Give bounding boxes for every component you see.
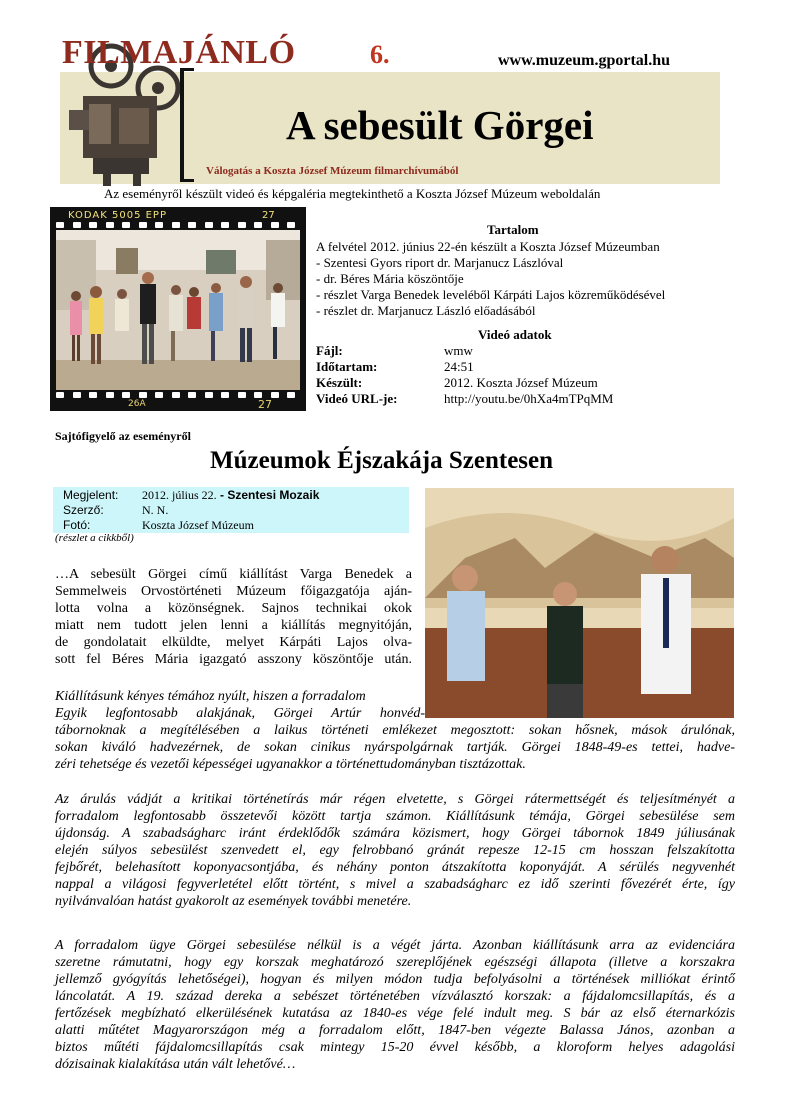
paragraph-line: fertőzések megbízható elkerülésének kutatása az 1840-es vége felé indult meg. S bár az első éternarkózis <box>55 1006 735 1021</box>
video-value-duration: 24:51 <box>444 359 474 374</box>
film-sprocket-hole <box>56 222 64 228</box>
paragraph-line: forradalom legfontosabb összetevői között tartja számon. Kiállításunk témája, Görgei sebesülése sem <box>55 809 735 824</box>
video-label-url: Videó URL-je: <box>316 391 398 406</box>
paragraph-1 <box>55 566 412 668</box>
contents-line: - dr. Béres Mária köszöntője <box>316 271 464 286</box>
video-value-made: 2012. Koszta József Múzeum <box>444 375 598 390</box>
film-sprocket-hole <box>287 222 295 228</box>
film-sprocket-hole <box>73 392 81 398</box>
film-sprocket-hole <box>73 222 81 228</box>
header-subtitle: Válogatás a Koszta József Múzeum filmarchívumából <box>206 165 459 177</box>
paragraph-line: dózisainak kialakítása után vált lehetővé… <box>55 1057 296 1072</box>
film-sprocket-hole <box>155 222 163 228</box>
film-sprocket-hole <box>238 392 246 398</box>
video-label-duration: Időtartam: <box>316 359 378 374</box>
paragraph-line: biztos műtéti fájdalomcsillapítás csak mintegy 15-20 évvel később, a kloroform helyes adagolási <box>55 1040 735 1055</box>
paragraph-line: nappal a világosi fegyverletétel előtt történt, s mivel a szabadságharc ez idő szerinti fővezérét érte, így <box>55 877 735 892</box>
film-sprocket-hole <box>188 392 196 398</box>
meta-value-author: N. N. <box>142 503 169 517</box>
film-sprocket-hole <box>89 392 97 398</box>
film-label-bottom: 26A <box>128 399 146 409</box>
paragraph-line: szeretne rámutatni, hogy egy korszak meghatározó szereplőjének egészségi állapota (illetve a korszakra <box>55 955 735 970</box>
paragraph-line: láncolatát. A 19. század dereka a sebészet történetében vízválasztó korszak: a fájdalomcsillapítás, és a <box>55 989 735 1004</box>
film-sprocket-hole <box>155 392 163 398</box>
film-sprocket-hole <box>122 392 130 398</box>
video-url-link[interactable]: http://youtu.be/0hXa4mTPqMM <box>444 391 614 406</box>
paragraph-line: Az árulás vádját a kritikai történetírás már régen elvetette, s Görgei rátermettségét és teljesítményét a <box>55 792 735 807</box>
contents-line: - Szentesi Gyors riport dr. Marjanucz Lászlóval <box>316 255 564 270</box>
film-sprocket-hole <box>139 392 147 398</box>
paragraph-4 <box>55 937 735 1073</box>
meta-value-published: 2012. július 22. - Szentesi Mozaik <box>142 488 320 502</box>
film-sprocket-hole <box>205 222 213 228</box>
film-sprocket-hole <box>221 392 229 398</box>
website-link[interactable]: www.muzeum.gportal.hu <box>498 52 671 69</box>
paragraph-line: lotta volna a közönségnek. Sajnos technikai okok <box>55 601 412 616</box>
paragraph-line: sokan kiváló hadvezérnek, de sokan cinikus nyárspolgárnak tartják. Görgei 1848-49-es tettei, hadve- <box>55 740 735 755</box>
paragraph-line: Semmelweis Orvostörténeti Múzeum főigazgatója aján- <box>55 584 412 599</box>
event-photo <box>425 488 734 718</box>
film-frame-number-top: 27 <box>262 210 275 221</box>
series-title: FILMAJÁNLÓ <box>62 34 296 71</box>
paragraph-line: Kiállításunk kényes témához nyúlt, hiszen a forradalom <box>55 689 366 704</box>
film-sprocket-hole <box>287 392 295 398</box>
paragraph-2a <box>55 688 425 722</box>
meta-label-published: Megjelent: <box>63 488 119 502</box>
film-sprocket-hole <box>254 222 262 228</box>
contents-line: - részlet dr. Marjanucz László előadásából <box>316 303 536 318</box>
video-heading: Videó adatok <box>478 327 552 342</box>
film-sprocket-hole <box>238 222 246 228</box>
contents-line: A felvétel 2012. június 22-én készült a Koszta József Múzeumban <box>316 239 660 254</box>
film-sprocket-hole <box>122 222 130 228</box>
paragraph-line: fejbőrét, belehasított koponyacsontjába, és néhány ponton átszakította koponyáját. A sérülés negyvenhét <box>55 860 735 875</box>
paragraph-line: de gondolatait elküldte, melyet Kárpáti Lajos olva- <box>55 635 412 650</box>
film-sprocket-hole <box>106 392 114 398</box>
film-sprocket-hole <box>106 222 114 228</box>
paragraph-line: Egyik legfontosabb alakjának, Görgei Artúr honvéd- <box>55 706 425 721</box>
paragraph-line: alatti műtétet Magyarországon még a forradalom előtt, 1847-ben végezte Balassa János, azonban a <box>55 1023 735 1038</box>
paragraph-line: nyilvánvalóan hatást gyakorolt az események további menetére. <box>55 894 412 909</box>
series-number: 6. <box>370 40 390 69</box>
meta-label-photo: Fotó: <box>63 518 91 532</box>
film-sprocket-hole <box>89 222 97 228</box>
press-heading: Sajtófigyelő az eseményről <box>55 429 191 443</box>
excerpt-note: (részlet a cikkből) <box>55 532 134 544</box>
film-sprocket-hole <box>271 222 279 228</box>
film-sprocket-hole <box>172 222 180 228</box>
video-label-made: Készült: <box>316 375 363 390</box>
film-sprocket-hole <box>139 222 147 228</box>
paragraph-line: A forradalom ügye Görgei sebesülése nélkül is a végét járta. Azonban kiállításunk arra az evidenciára <box>55 938 735 953</box>
article-title: Múzeumok Éjszakája Szentesen <box>210 447 554 474</box>
film-label-top: KODAK 5005 EPP <box>68 210 167 221</box>
paragraph-line: sott fel Béres Mária igazgató asszony köszöntője után. <box>55 652 412 667</box>
video-label-file: Fájl: <box>316 343 343 358</box>
meta-label-author: Szerző: <box>63 503 104 517</box>
film-sprocket-hole <box>56 392 64 398</box>
film-sprocket-hole <box>188 222 196 228</box>
video-value-file: wmw <box>444 343 473 358</box>
contents-heading: Tartalom <box>487 222 539 237</box>
paragraph-line: tábornoknak a megítélésében a laikus történeti emlékezet megosztott: sokan hősnek, mások árulónak, <box>55 723 735 738</box>
paragraph-line: …A sebesült Görgei című kiállítást Varga Benedek a <box>55 567 412 582</box>
meta-value-photo: Koszta József Múzeum <box>142 518 254 532</box>
paragraph-line: miatt nem tudott jelen lenni a kiállítás megnyitóján, <box>55 618 412 633</box>
gallery-notice: Az eseményről készült videó és képgaléria megtekinthető a Koszta József Múzeum weboldalán <box>104 186 601 201</box>
gallery-photo <box>56 230 300 390</box>
paragraph-3 <box>55 791 735 910</box>
contents-line: - részlet Varga Benedek leveléből Kárpáti Lajos közreműködésével <box>316 287 666 302</box>
paragraph-2b <box>55 722 735 773</box>
film-frame-number-bottom: 27 <box>258 398 272 411</box>
paragraph-line: jellemző gyógyítás lehetőségei), hogyan és milyen módon tudja befolyásolni a történések milliókat érintő <box>55 972 735 987</box>
page-title: A sebesült Görgei <box>286 102 594 148</box>
film-sprocket-hole <box>205 392 213 398</box>
paragraph-line: újdonság. A szabadságharc iránt érdeklődők számára közismert, hogy Görgei tábornok 1849 júliusának <box>55 826 735 841</box>
paragraph-line: zéri tehetsége és vezetői képességei ugyanakkor a történettudományban tisztázottak. <box>55 757 526 772</box>
film-sprocket-hole <box>172 392 180 398</box>
title-bracket <box>180 68 194 182</box>
paragraph-line: elején súlyos sebesülést szenvedett el, egy felrobbanó gránát repesze 12-15 cm hosszan felszakította <box>55 843 735 858</box>
film-sprocket-hole <box>221 222 229 228</box>
